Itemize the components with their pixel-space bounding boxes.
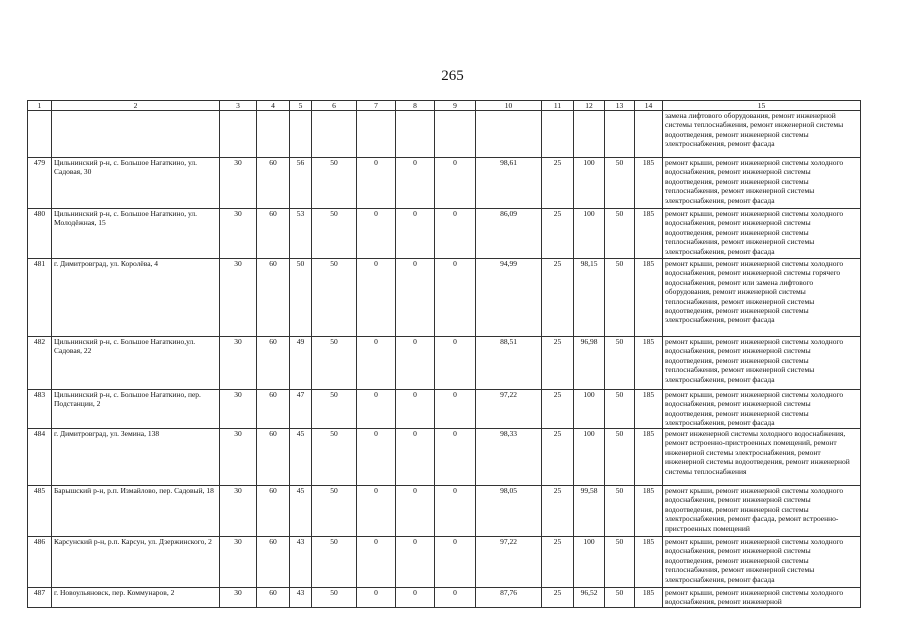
- value-cell-c3: 30: [220, 158, 257, 209]
- works-cell: ремонт крыши, ремонт инженерной системы холодного водоснабжения, ремонт инженерной системы водоотведения, ремонт инженерной системы теплоснабжения, ремонт инженерной системы электроснабжения, ремонт фасада: [663, 158, 861, 209]
- value-cell-c12: 99,58: [574, 486, 605, 537]
- value-cell-c10: 86,09: [476, 209, 542, 259]
- value-cell-c3: 30: [220, 588, 257, 608]
- column-header: 8: [396, 101, 435, 111]
- value-cell-c6: 50: [312, 537, 357, 588]
- value-cell-c8: 0: [396, 537, 435, 588]
- value-cell-c10: 88,51: [476, 337, 542, 390]
- continuation-row: [28, 111, 861, 158]
- value-cell-c11: 25: [542, 158, 574, 209]
- value-cell-c9: 0: [435, 259, 476, 337]
- column-header: 12: [574, 101, 605, 111]
- address-cell: г. Новоульяновск, пер. Коммунаров, 2: [52, 588, 220, 608]
- value-cell-c8: 0: [396, 337, 435, 390]
- value-cell-c10: 98,33: [476, 429, 542, 486]
- value-cell-c12: 100: [574, 537, 605, 588]
- value-cell-c13: 50: [605, 209, 635, 259]
- value-cell-c12: 98,15: [574, 259, 605, 337]
- table-row: [28, 588, 861, 608]
- value-cell-c11: 25: [542, 259, 574, 337]
- address-cell: Цильнинский р-н, с. Большое Нагаткино, пер. Подстанции, 2: [52, 390, 220, 429]
- value-cell-c8: 0: [396, 158, 435, 209]
- value-cell-c9: 0: [435, 537, 476, 588]
- value-cell-c12: 100: [574, 209, 605, 259]
- works-cell: ремонт инженерной системы холодного водоснабжения, ремонт встроенно-пристроенных помещений, ремонт инженерной системы электроснабжения, ремонт инженерной системы водоотведения, ремонт инженерной системы теплоснабжения: [663, 429, 861, 486]
- address-cell: г. Димитровград, ул. Королёва, 4: [52, 259, 220, 337]
- register-table: [27, 100, 861, 608]
- works-cell: замена лифтового оборудования, ремонт инженерной системы теплоснабжения, ремонт инженерной системы водоотведения, ремонт инженерной системы электроснабжения, ремонт фасада: [663, 111, 861, 158]
- works-cell: ремонт крыши, ремонт инженерной системы холодного водоснабжения, ремонт инженерной системы горячего водоснабжения, ремонт или замена лифтового оборудования, ремонт инженерной системы теплоснабжения, ремонт инженерной системы водоотведения, ремонт инженерной системы электроснабжения, ремонт фасада: [663, 259, 861, 337]
- row-number-cell: 485: [28, 486, 52, 537]
- value-cell-c9: 0: [435, 209, 476, 259]
- value-cell-c3: 30: [220, 209, 257, 259]
- value-cell-c5: 50: [290, 259, 312, 337]
- column-header: 4: [257, 101, 290, 111]
- value-cell-c3: 30: [220, 486, 257, 537]
- value-cell-c10: 87,76: [476, 588, 542, 608]
- value-cell-c9: 0: [435, 158, 476, 209]
- row-number-cell: 481: [28, 259, 52, 337]
- value-cell-c6: 50: [312, 337, 357, 390]
- value-cell-c7: 0: [357, 390, 396, 429]
- value-cell-c6: 50: [312, 429, 357, 486]
- works-cell: ремонт крыши, ремонт инженерной системы холодного водоснабжения, ремонт инженерной: [663, 588, 861, 608]
- value-cell-c12: 100: [574, 429, 605, 486]
- value-cell-c3: 30: [220, 259, 257, 337]
- value-cell-c8: 0: [396, 209, 435, 259]
- value-cell-c4: 60: [257, 429, 290, 486]
- table-row: [28, 337, 861, 390]
- value-cell-c9: 0: [435, 390, 476, 429]
- value-cell-c14: 185: [635, 390, 663, 429]
- column-header: 1: [28, 101, 52, 111]
- column-header: 2: [52, 101, 220, 111]
- value-cell-c5: 43: [290, 537, 312, 588]
- row-number-cell: 483: [28, 390, 52, 429]
- value-cell-c14: 185: [635, 337, 663, 390]
- row-number-cell: 482: [28, 337, 52, 390]
- value-cell-c6: 50: [312, 390, 357, 429]
- column-header: 11: [542, 101, 574, 111]
- value-cell-c6: 50: [312, 486, 357, 537]
- value-cell-c14: 185: [635, 259, 663, 337]
- value-cell-c4: 60: [257, 209, 290, 259]
- address-cell: Цильнинский р-н, с. Большое Нагаткино,ул. Садовая, 22: [52, 337, 220, 390]
- address-cell: Цильнинский р-н, с. Большое Нагаткино, ул. Молодёжная, 15: [52, 209, 220, 259]
- value-cell-c13: 50: [605, 259, 635, 337]
- table-row: [28, 209, 861, 259]
- row-number-cell: 486: [28, 537, 52, 588]
- table-row: [28, 537, 861, 588]
- value-cell-c5: 45: [290, 486, 312, 537]
- value-cell-c4: 60: [257, 537, 290, 588]
- value-cell-c13: 50: [605, 158, 635, 209]
- table-row: [28, 429, 861, 486]
- value-cell-c6: 50: [312, 209, 357, 259]
- works-cell: ремонт крыши, ремонт инженерной системы холодного водоснабжения, ремонт инженерной системы водоотведения, ремонт инженерной системы электроснабжения, ремонт фасада: [663, 390, 861, 429]
- column-header: 7: [357, 101, 396, 111]
- works-cell: ремонт крыши, ремонт инженерной системы холодного водоснабжения, ремонт инженерной системы водоотведения, ремонт инженерной системы теплоснабжения, ремонт инженерной системы электроснабжения, ремонт фасада: [663, 337, 861, 390]
- column-header: 14: [635, 101, 663, 111]
- page-number: 265: [441, 68, 464, 84]
- value-cell-c14: 185: [635, 588, 663, 608]
- value-cell-c7: 0: [357, 209, 396, 259]
- works-cell: ремонт крыши, ремонт инженерной системы холодного водоснабжения, ремонт инженерной системы водоотведения, ремонт инженерной системы теплоснабжения, ремонт инженерной системы электроснабжения, ремонт фасада: [663, 537, 861, 588]
- value-cell-c11: 25: [542, 429, 574, 486]
- value-cell-c5: 43: [290, 588, 312, 608]
- column-header: 9: [435, 101, 476, 111]
- value-cell-c4: 60: [257, 390, 290, 429]
- column-header: 10: [476, 101, 542, 111]
- row-number-cell: 480: [28, 209, 52, 259]
- value-cell-c12: 100: [574, 390, 605, 429]
- column-header: 13: [605, 101, 635, 111]
- value-cell-c13: 50: [605, 588, 635, 608]
- value-cell-c5: 47: [290, 390, 312, 429]
- value-cell-c10: 98,05: [476, 486, 542, 537]
- works-cell: ремонт крыши, ремонт инженерной системы холодного водоснабжения, ремонт инженерной системы водоотведения, ремонт инженерной системы теплоснабжения, ремонт инженерной системы электроснабжения, ремонт фасада: [663, 209, 861, 259]
- value-cell-c8: 0: [396, 259, 435, 337]
- value-cell-c14: 185: [635, 158, 663, 209]
- value-cell-c11: 25: [542, 537, 574, 588]
- value-cell-c7: 0: [357, 158, 396, 209]
- value-cell-c11: 25: [542, 390, 574, 429]
- value-cell-c13: 50: [605, 429, 635, 486]
- value-cell-c8: 0: [396, 588, 435, 608]
- value-cell-c10: 98,61: [476, 158, 542, 209]
- value-cell-c6: 50: [312, 158, 357, 209]
- value-cell-c4: 60: [257, 588, 290, 608]
- column-header: 6: [312, 101, 357, 111]
- value-cell-c14: 185: [635, 429, 663, 486]
- value-cell-c7: 0: [357, 337, 396, 390]
- works-cell: ремонт крыши, ремонт инженерной системы холодного водоснабжения, ремонт инженерной системы водоотведения, ремонт инженерной системы электроснабжения, ремонт фасада, ремонт встроенно-пристроенных помещений: [663, 486, 861, 537]
- value-cell-c7: 0: [357, 259, 396, 337]
- value-cell-c4: 60: [257, 486, 290, 537]
- value-cell-c4: 60: [257, 337, 290, 390]
- address-cell: г. Димитровград, ул. Земина, 138: [52, 429, 220, 486]
- row-number-cell: 487: [28, 588, 52, 608]
- row-number-cell: 479: [28, 158, 52, 209]
- value-cell-c11: 25: [542, 337, 574, 390]
- value-cell-c14: 185: [635, 537, 663, 588]
- column-header: 15: [663, 101, 861, 111]
- value-cell-c13: 50: [605, 486, 635, 537]
- value-cell-c6: 50: [312, 259, 357, 337]
- table-row: [28, 390, 861, 429]
- value-cell-c7: 0: [357, 486, 396, 537]
- value-cell-c8: 0: [396, 429, 435, 486]
- value-cell-c3: 30: [220, 337, 257, 390]
- value-cell-c5: 56: [290, 158, 312, 209]
- value-cell-c9: 0: [435, 588, 476, 608]
- value-cell-c13: 50: [605, 537, 635, 588]
- value-cell-c13: 50: [605, 390, 635, 429]
- value-cell-c13: 50: [605, 337, 635, 390]
- value-cell-c10: 97,22: [476, 537, 542, 588]
- value-cell-c6: 50: [312, 588, 357, 608]
- value-cell-c12: 100: [574, 158, 605, 209]
- address-cell: Карсунский р-н, р.п. Карсун, ул. Дзержинского, 2: [52, 537, 220, 588]
- value-cell-c4: 60: [257, 158, 290, 209]
- value-cell-c11: 25: [542, 209, 574, 259]
- value-cell-c7: 0: [357, 588, 396, 608]
- address-cell: Цильнинский р-н, с. Большое Нагаткино, ул. Садовая, 30: [52, 158, 220, 209]
- value-cell-c5: 53: [290, 209, 312, 259]
- value-cell-c3: 30: [220, 537, 257, 588]
- value-cell-c9: 0: [435, 429, 476, 486]
- table-row: [28, 158, 861, 209]
- column-header: 3: [220, 101, 257, 111]
- value-cell-c11: 25: [542, 486, 574, 537]
- column-header-row: [28, 101, 861, 111]
- value-cell-c10: 97,22: [476, 390, 542, 429]
- value-cell-c12: 96,52: [574, 588, 605, 608]
- value-cell-c9: 0: [435, 486, 476, 537]
- value-cell-c7: 0: [357, 429, 396, 486]
- value-cell-c8: 0: [396, 486, 435, 537]
- value-cell-c3: 30: [220, 429, 257, 486]
- value-cell-c10: 94,99: [476, 259, 542, 337]
- column-header: 5: [290, 101, 312, 111]
- value-cell-c3: 30: [220, 390, 257, 429]
- value-cell-c14: 185: [635, 486, 663, 537]
- value-cell-c14: 185: [635, 209, 663, 259]
- value-cell-c11: 25: [542, 588, 574, 608]
- value-cell-c4: 60: [257, 259, 290, 337]
- value-cell-c12: 96,98: [574, 337, 605, 390]
- value-cell-c8: 0: [396, 390, 435, 429]
- value-cell-c5: 45: [290, 429, 312, 486]
- row-number-cell: 484: [28, 429, 52, 486]
- value-cell-c5: 49: [290, 337, 312, 390]
- value-cell-c7: 0: [357, 537, 396, 588]
- table-row: [28, 486, 861, 537]
- address-cell: Барышский р-н, р.п. Измайлово, пер. Садовый, 18: [52, 486, 220, 537]
- table-row: [28, 259, 861, 337]
- value-cell-c9: 0: [435, 337, 476, 390]
